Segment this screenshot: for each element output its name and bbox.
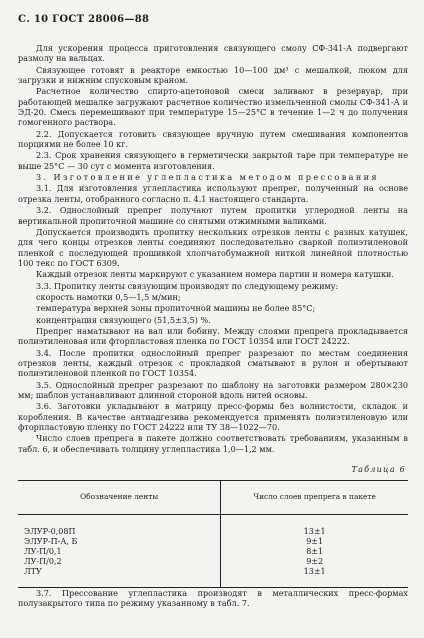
paragraph: Каждый отрезок ленты маркируют с указанием номера партии и номера катушки. — [36, 269, 394, 280]
paragraph: 2.2. Допускается готовить связующее вручную путем смешивания компонентов порциями не более 10 кг. — [18, 128, 408, 150]
tape-name: ЛТУ — [18, 567, 221, 588]
paragraph: 3.7. Прессование углепластика производят в металлических пресс-формах полузакрытого типа по режиму указанному в табл. 7. — [18, 587, 408, 609]
paragraph: 3.5. Однослойный препрег разрезают по шаблону на заготовки размером 280×230 мм; шаблон устанавливают длинной стороной вдоль нитей основы. — [18, 379, 408, 400]
table-row — [18, 547, 408, 557]
regime-item: концентрация связующего (51,5±3,5) %. — [36, 314, 211, 325]
paragraph: Допускается производить пропитку нескольких отрезков ленты с разных катушек, для чего концы отрезков ленты соединяют последовательно сваркой полиэтиленовой пленкой с последующей прошивкой хлопчатобумажной ниткой линейной плотностью 100 текс по ГОСТ 6309. — [18, 226, 408, 268]
tape-name: ЭЛУР-0,08П — [18, 514, 221, 537]
layers-table — [18, 480, 408, 587]
paragraph: 3.3. Пропитку ленты связующим производят по следующему режиму: — [36, 280, 339, 291]
paragraph: 3.2. Однослойный препрег получают путем пропитки углеродной ленты на вертикальной пропиточной машине со снятыми отжимными валиками. — [18, 205, 408, 226]
paragraph: 3.1. Для изготовления углепластика используют препрег, полученный на основе отрезка ленты, отобранного согласно п. 4.1 настоящего стандарта. — [18, 183, 408, 204]
paragraph: Число слоев препрега в пакете должно соответствовать требованиям, указанным в табл. 6, и обеспечивать толщину углепластика 1,0—1,2 мм. — [18, 433, 408, 454]
regime-item: температура верхней зоны пропиточной машины не более 85°С; — [36, 303, 316, 314]
tape-name: ЭЛУР-П-А, Б — [18, 537, 221, 547]
table-row — [18, 557, 408, 567]
page-header: С. 10 ГОСТ 28006—88 — [18, 14, 150, 25]
layer-count: 9±2 — [306, 556, 324, 566]
paragraph: Для ускорения процесса приготовления связующего смолу СФ-341-А подвергают размолу на вальцах. — [18, 43, 408, 64]
regime-item: скорость намотки 0,5—1,5 м/мин; — [36, 291, 181, 302]
paragraph: 3.4. После пропитки однослойный препрег разрезают по местам соединения отрезков ленты, каждый отрезок с прокладкой сматывают в рулон и обертывают полиэтиленовой пленкой по ГОСТ 10354. — [18, 347, 408, 379]
paragraph: Расчетное количество спирто-ацетоновой смеси заливают в резервуар, при работающей мешалке загружают расчетное количество измельченной смолы СФ-341-А и ЭД-20. Смесь перемешивают при температуре 15—25°С в течение 1—2 ч до получения гомогенного раствора. — [18, 86, 408, 128]
paragraph: Препрег наматывают на вал или бобину. Между слоями препрега прокладывается полиэтиленовая или фторпластовая пленка по ГОСТ 10354 или ГОСТ 24222. — [18, 325, 408, 347]
section-heading: 3. Изготовление углепластика методом прессования — [36, 172, 379, 183]
tape-name: ЛУ-П/0,1 — [18, 547, 221, 557]
layer-count: 9±1 — [306, 536, 324, 546]
table-row — [18, 514, 408, 537]
table-row — [18, 537, 408, 547]
paragraph: Связующее готовят в реакторе емкостью 10—100 дм³ с мешалкой, люком для загрузки и нижним спусковым краном. — [18, 64, 408, 86]
table-row — [18, 567, 408, 588]
table-header-layers: Число слоев препрега в пакете — [221, 481, 408, 514]
layer-count: 13±1 — [221, 567, 408, 588]
paragraph: 3.6. Заготовки укладывают в матрицу пресс-формы без волнистости, складок и коробления. В качестве антиадгезива рекомендуется применять полиэтиленовую или фторпластовую пленку по ГОСТ 24222 или ТУ 38—1022—70. — [18, 401, 408, 433]
layer-count: 8±1 — [306, 546, 324, 556]
tape-name: ЛУ-П/0,2 — [18, 557, 221, 567]
table-caption: Таблица 6 — [351, 464, 406, 475]
table-header-designation: Обозначение ленты — [18, 481, 221, 514]
layer-count: 13±1 — [303, 526, 326, 536]
paragraph: 2.3. Срок хранения связующего в герметически закрытой таре при температуре не выше 25°С — 30 сут с момента изготовления. — [18, 150, 408, 171]
document-body — [18, 43, 408, 609]
